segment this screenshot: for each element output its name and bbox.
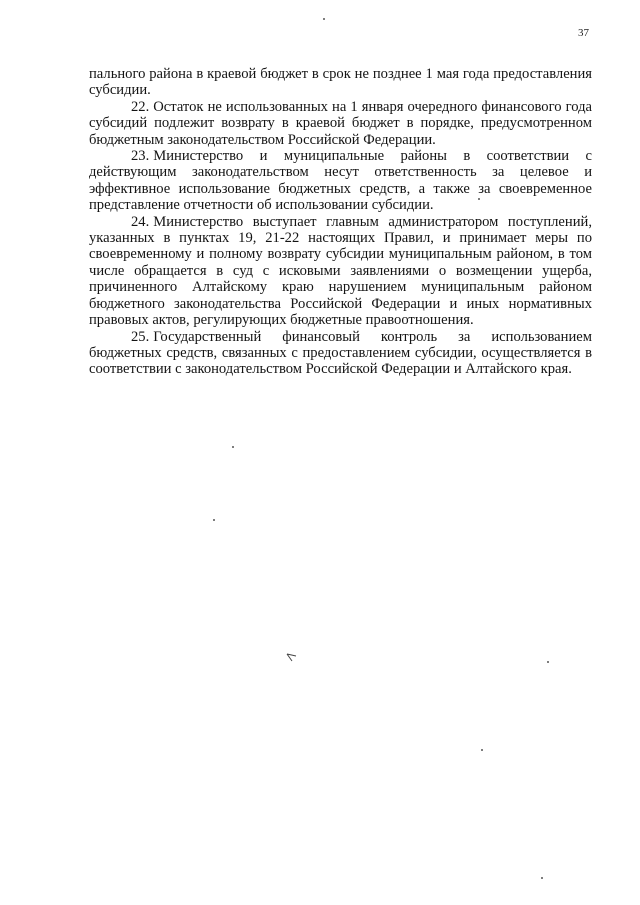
document-body xyxy=(89,66,592,378)
paragraph-22 xyxy=(89,99,592,148)
paragraph-24 xyxy=(89,214,592,329)
paragraph-number: 25. xyxy=(131,328,150,345)
scan-speck xyxy=(541,877,543,879)
scan-speck xyxy=(478,198,480,200)
paragraph-number: 24. xyxy=(131,213,150,230)
scan-speck xyxy=(547,661,549,663)
scan-speck xyxy=(213,519,215,521)
paragraph-text: пального района в краевой бюджет в срок не позднее 1 мая года предоставления субсидии. xyxy=(89,66,592,99)
paragraph-25 xyxy=(89,329,592,378)
paragraph-text: Государственный финансовый контроль за использованием бюджетных средств, связанных с предоставлением субсидии, осуществляется в соответствии с законодательством Российской Федерации и Алтайского края. xyxy=(89,328,592,378)
paragraph-21-continued xyxy=(89,66,592,99)
paragraph-text: Министерство выступает главным администратором поступлений, указанных в пунктах 19, 21-22 настоящих Правил, и принимает меры по своевременному и полному возврату субсидии муниципальным районом, в том числе обращается в суд с исковыми заявлениями о возмещении ущерба, причиненного Алтайскому краю нарушением муниципальным районом бюджетного законодательства Российской Федерации и иных нормативных правовых актов, регулирующих бюджетные правоотношения. xyxy=(89,213,592,329)
paragraph-number: 23. xyxy=(131,148,150,165)
scan-speck xyxy=(323,18,325,20)
scan-speck xyxy=(481,749,483,751)
scan-artifact-mark xyxy=(285,651,299,665)
paragraph-text: Остаток не использованных на 1 января очередного финансового года субсидий подлежит возврату в краевой бюджет в порядке, предусмотренном бюджетным законодательством Российской Федерации. xyxy=(89,98,592,148)
paragraph-number: 22. xyxy=(131,98,150,115)
paragraph-23 xyxy=(89,148,592,214)
page-number: 37 xyxy=(578,27,589,39)
paragraph-text: Министерство и муниципальные районы в соответствии с действующим законодательством несут ответственность за целевое и эффективное использование бюджетных средств, а также за своевременное представление отчетности об использовании субсидии. xyxy=(89,148,592,214)
scan-speck xyxy=(232,446,234,448)
